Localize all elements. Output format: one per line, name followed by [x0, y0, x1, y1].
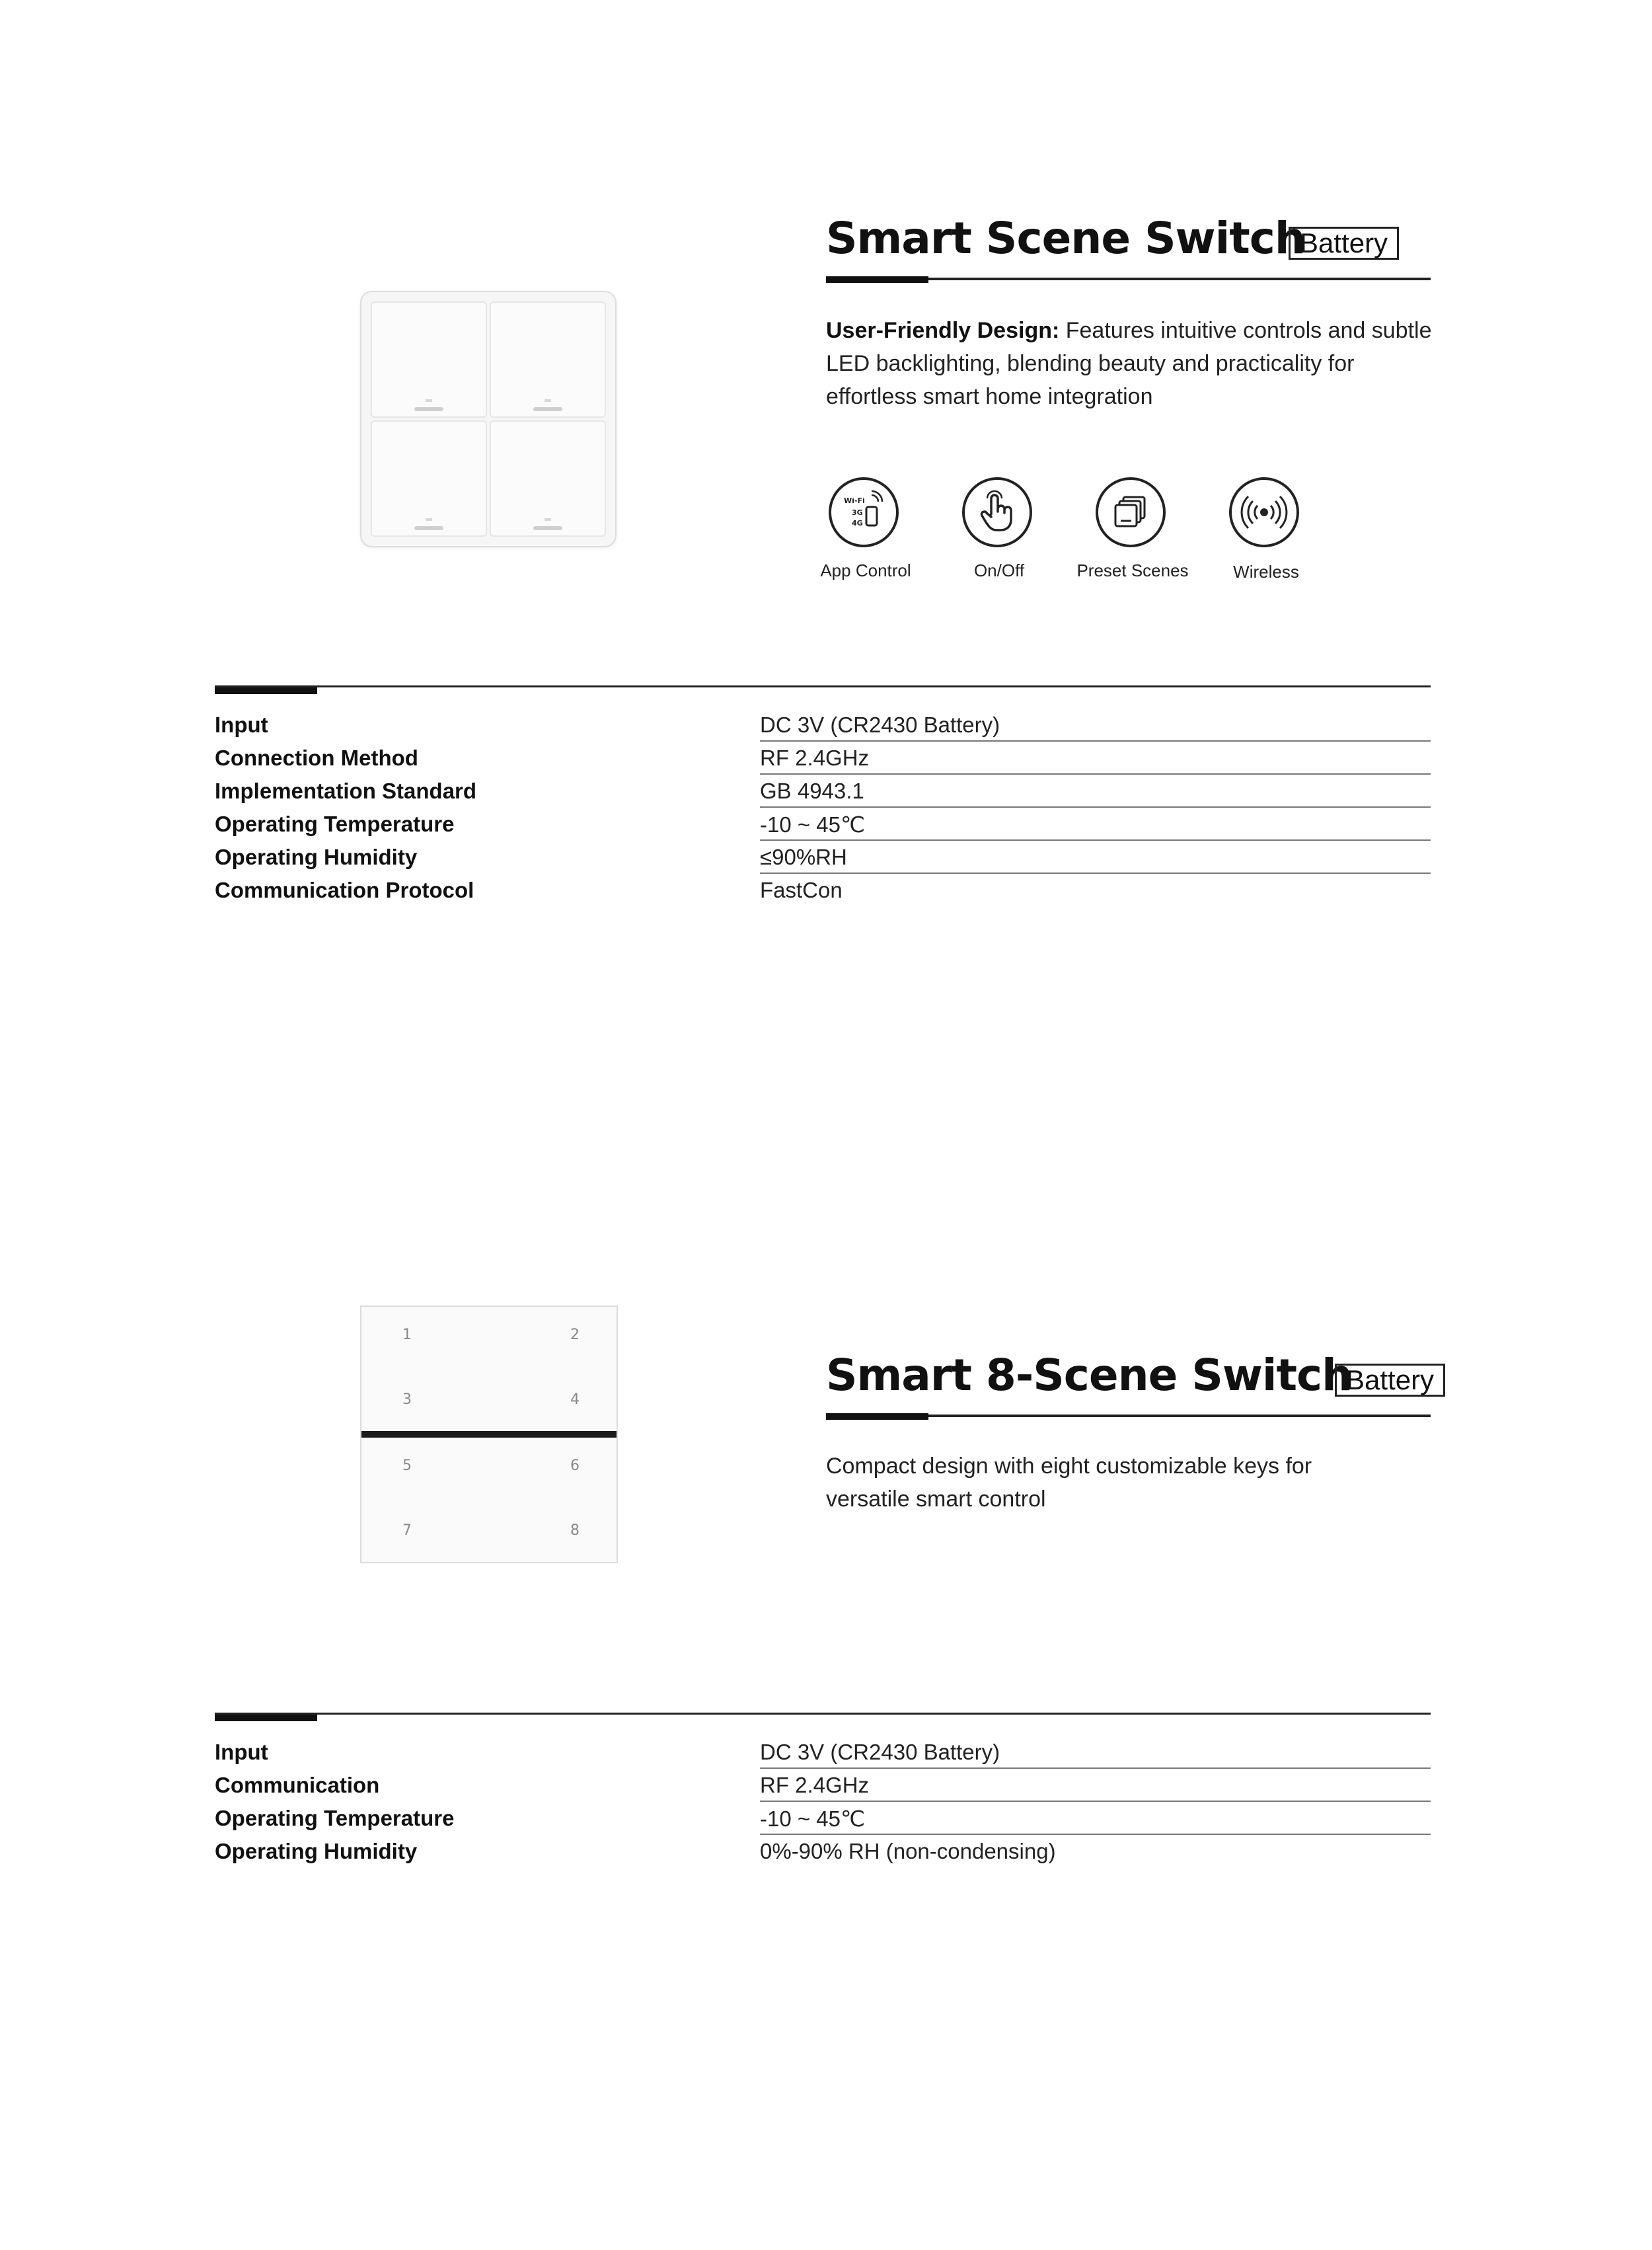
- wireless-icon: [1229, 477, 1299, 547]
- spec-key: Communication: [215, 1773, 380, 1797]
- title-underline-accent: [826, 276, 928, 283]
- feature-label-app-control: App Control: [820, 561, 911, 580]
- description-text: Features intuitive controls and subtle LED backlighting, blending beauty and practicality for effortless smart home integration: [826, 318, 1432, 409]
- eight-scene-switch-image: [360, 1305, 618, 1563]
- spec-section-rule-2: [215, 1713, 1431, 1715]
- key-number-4: 4: [570, 1391, 580, 1408]
- key-number-5: 5: [402, 1457, 412, 1474]
- spec-row-operating-humidity-2: [215, 1835, 1431, 1868]
- feature-label-preset-scenes: Preset Scenes: [1076, 561, 1189, 580]
- spec-value: DC 3V (CR2430 Battery): [760, 713, 1000, 737]
- svg-text:3G: 3G: [852, 508, 863, 517]
- key-number-8: 8: [570, 1522, 580, 1539]
- spec-key: Operating Temperature: [215, 1806, 455, 1830]
- spec-value: 0%-90% RH (non-condensing): [760, 1839, 1056, 1863]
- product-title-2: Smart 8-Scene Switch: [826, 1350, 1353, 1401]
- spec-key: Operating Humidity: [215, 1839, 418, 1863]
- app-control-icon: [829, 477, 899, 547]
- product-title: Smart Scene Switch: [826, 213, 1305, 264]
- spec-row-input: [215, 709, 1431, 742]
- product-description-2: Compact design with eight customizable keys for versatile smart control: [826, 1454, 1312, 1512]
- description-heading: User-Friendly Design:: [826, 318, 1060, 343]
- spec-key: Operating Humidity: [215, 845, 418, 869]
- spec-value: FastCon: [760, 878, 843, 902]
- switch-key-1: [371, 301, 487, 418]
- spec-row-communication-2: [215, 1769, 1431, 1802]
- spec-section-rule-accent: [215, 687, 317, 694]
- spec-key: Input: [215, 1740, 268, 1764]
- key-number-1: 1: [402, 1327, 412, 1343]
- spec-value: ≤90%RH: [760, 845, 847, 869]
- spec-key: Connection Method: [215, 746, 418, 770]
- key-number-3: 3: [402, 1391, 412, 1408]
- battery-badge: Battery: [1289, 227, 1399, 260]
- spec-row-connection-method: [215, 742, 1431, 775]
- spec-value: RF 2.4GHz: [760, 1773, 870, 1797]
- feature-label-wireless: Wireless: [1233, 562, 1299, 582]
- spec-section-rule-accent-2: [215, 1715, 317, 1721]
- spec-value: RF 2.4GHz: [760, 746, 870, 770]
- spec-row-operating-temperature-2: [215, 1802, 1431, 1835]
- spec-value: -10 ~ 45℃: [760, 1806, 866, 1831]
- spec-value: -10 ~ 45℃: [760, 812, 866, 837]
- spec-row-input-2: [215, 1736, 1431, 1769]
- spec-value: DC 3V (CR2430 Battery): [760, 1740, 1000, 1764]
- spec-key: Input: [215, 713, 268, 737]
- switch-key-3: [371, 420, 487, 537]
- spec-key: Communication Protocol: [215, 878, 474, 902]
- switch-key-4: [490, 420, 606, 537]
- product-description: [826, 314, 1447, 413]
- svg-text:Wi-Fi: Wi-Fi: [844, 496, 865, 505]
- key-number-7: 7: [402, 1522, 412, 1539]
- spec-row-operating-humidity: [215, 841, 1431, 874]
- battery-badge-2: Battery: [1335, 1364, 1445, 1397]
- key-number-2: 2: [570, 1327, 580, 1343]
- svg-text:4G: 4G: [852, 519, 863, 527]
- preset-scenes-icon: [1096, 477, 1166, 547]
- switch-divider: [361, 1431, 617, 1438]
- key-number-6: 6: [570, 1457, 580, 1474]
- spec-key: Operating Temperature: [215, 812, 455, 836]
- spec-value: GB 4943.1: [760, 779, 864, 803]
- spec-section-rule: [215, 685, 1431, 687]
- switch-key-2: [490, 301, 606, 418]
- on-off-icon: [962, 477, 1032, 547]
- spec-row-communication-protocol: [215, 874, 1431, 907]
- spec-row-operating-temperature: [215, 808, 1431, 841]
- title-underline-accent-2: [826, 1413, 928, 1420]
- feature-label-on-off: On/Off: [973, 561, 1025, 580]
- scene-switch-image: [360, 291, 617, 547]
- spec-key: Implementation Standard: [215, 779, 477, 803]
- spec-row-implementation-standard: [215, 775, 1431, 808]
